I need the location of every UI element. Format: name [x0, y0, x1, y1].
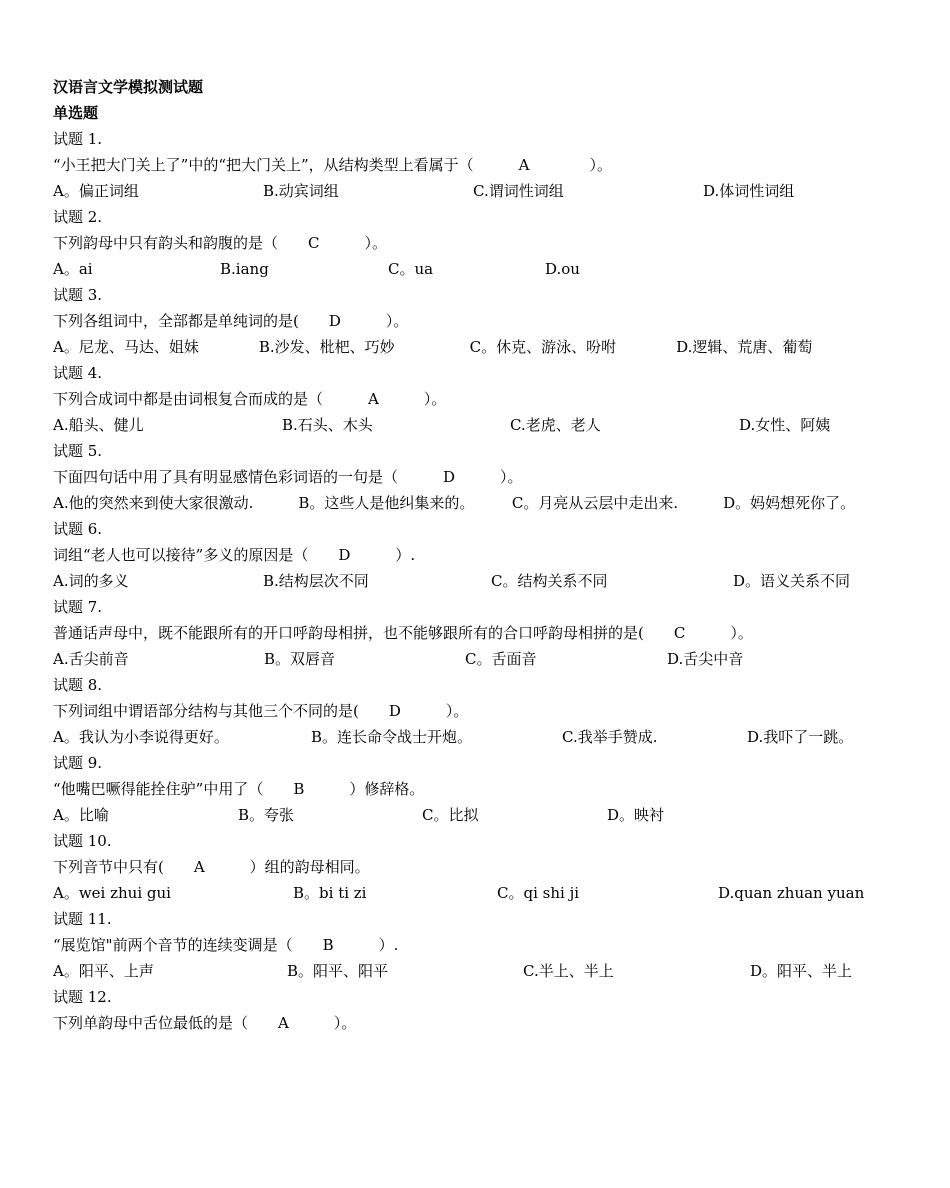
- question-7: [53, 594, 868, 672]
- question-label: 试题 8.: [53, 676, 103, 694]
- question-label: 试题 5.: [53, 442, 103, 460]
- question-1: [53, 126, 868, 204]
- option-b: B。阳平、阳平: [287, 962, 389, 980]
- option-d: D。映衬: [607, 806, 665, 824]
- question-stem: 下面四句话中用了具有明显感情色彩词语的一句是（ D ）。: [53, 468, 523, 486]
- option-a: A.船头、健儿: [53, 416, 144, 434]
- question-11: [53, 906, 868, 984]
- question-stem: 下列合成词中都是由词根复合而成的是（ A ）。: [53, 390, 447, 408]
- question-label: 试题 3.: [53, 286, 103, 304]
- option-row: [53, 412, 868, 438]
- option-a: A。比喻: [53, 806, 109, 824]
- question-stem: 普通话声母中，既不能跟所有的开口呼韵母相拼，也不能够跟所有的合口呼韵母相拼的是( C ）。: [53, 624, 753, 642]
- question-stem: 下列单韵母中舌位最低的是（ A ）。: [53, 1014, 357, 1032]
- option-c: C。舌面音: [465, 650, 537, 668]
- question-label: 试题 9.: [53, 754, 103, 772]
- option-row: [53, 568, 868, 594]
- option-c: C。ua: [388, 260, 434, 278]
- option-b: B.动宾词组: [263, 182, 339, 200]
- option-row: [53, 958, 868, 984]
- document-title: 汉语言文学模拟测试题: [53, 78, 204, 96]
- question-label: 试题 1.: [53, 130, 103, 148]
- option-row: [53, 802, 868, 828]
- question-label: 试题 7.: [53, 598, 103, 616]
- question-label: 试题 11.: [53, 910, 112, 928]
- question-label: 试题 6.: [53, 520, 103, 538]
- question-label: 试题 4.: [53, 364, 103, 382]
- option-a: A。偏正词组: [53, 182, 139, 200]
- option-a: A。wei zhui gui: [53, 884, 171, 902]
- option-c: C.谓词性词组: [473, 182, 564, 200]
- option-row: [53, 646, 868, 672]
- option-row: [53, 724, 868, 750]
- option-block: A。尼龙、马达、姐妹 B.沙发、枇杷、巧妙 C。休克、游泳、吩咐 D.逻辑、荒唐、葡萄: [53, 338, 813, 356]
- option-d: D.quan zhuan yuan: [718, 884, 865, 902]
- option-d: D.女性、阿姨: [739, 416, 831, 434]
- option-row: [53, 880, 868, 906]
- question-stem: “他嘴巴噘得能拴住驴”中用了（ B ）修辞格。: [53, 780, 425, 798]
- question-2: [53, 204, 868, 282]
- question-stem: 下列各组词中，全部都是单纯词的是( D ）。: [53, 312, 409, 330]
- option-row: [53, 178, 868, 204]
- option-d: D。阳平、半上: [750, 962, 853, 980]
- option-b: B。bi ti zi: [293, 884, 367, 902]
- exam-document: [53, 74, 868, 1036]
- question-6: [53, 516, 868, 594]
- option-a: A.词的多义: [53, 572, 129, 590]
- question-9: [53, 750, 868, 828]
- question-8: [53, 672, 868, 750]
- option-b: B.石头、木头: [282, 416, 373, 434]
- option-a: A。我认为小李说得更好。: [53, 728, 229, 746]
- option-c: C。qi shi ji: [497, 884, 580, 902]
- question-label: 试题 10.: [53, 832, 112, 850]
- question-label: 试题 12.: [53, 988, 112, 1006]
- question-3: [53, 282, 868, 360]
- option-b: B。连长命令战士开炮。: [311, 728, 473, 746]
- option-c: C.半上、半上: [523, 962, 614, 980]
- question-stem: 下列韵母中只有韵头和韵腹的是（ C ）。: [53, 234, 387, 252]
- option-d: D.ou: [545, 260, 580, 278]
- option-d: D.我吓了一跳。: [747, 728, 854, 746]
- question-stem: “小王把大门关上了”中的“把大门关上”，从结构类型上看属于（ A ）。: [53, 156, 613, 174]
- question-stem: 下列音节中只有( A ）组的韵母相同。: [53, 858, 370, 876]
- question-4: [53, 360, 868, 438]
- option-block: A.他的突然来到使大家很激动. B。这些人是他纠集来的。 C。月亮从云层中走出来. D。妈妈想死你了。: [53, 494, 856, 512]
- option-a: A。ai: [53, 260, 93, 278]
- option-row: [53, 256, 868, 282]
- option-b: B。夸张: [238, 806, 295, 824]
- option-b: B.iang: [220, 260, 269, 278]
- option-d: D。语义关系不同: [733, 572, 851, 590]
- option-b: B.结构层次不同: [263, 572, 369, 590]
- question-label: 试题 2.: [53, 208, 103, 226]
- question-10: [53, 828, 868, 906]
- option-c: C。比拟: [422, 806, 479, 824]
- question-12: [53, 984, 868, 1036]
- option-c: C.我举手赞成.: [562, 728, 658, 746]
- question-stem: “展览馆"前两个音节的连续变调是（ B ）.: [53, 936, 399, 954]
- option-d: D.舌尖中音: [667, 650, 744, 668]
- question-5: [53, 438, 868, 516]
- section-title: 单选题: [53, 104, 99, 122]
- question-stem: 下列词组中谓语部分结构与其他三个不同的是( D ）。: [53, 702, 469, 720]
- option-c: C.老虎、老人: [510, 416, 601, 434]
- option-b: B。双唇音: [264, 650, 336, 668]
- option-d: D.体词性词组: [703, 182, 795, 200]
- option-a: A.舌尖前音: [53, 650, 129, 668]
- option-a: A。阳平、上声: [53, 962, 154, 980]
- option-c: C。结构关系不同: [491, 572, 608, 590]
- question-stem: 词组“老人也可以接待”多义的原因是（ D ）.: [53, 546, 416, 564]
